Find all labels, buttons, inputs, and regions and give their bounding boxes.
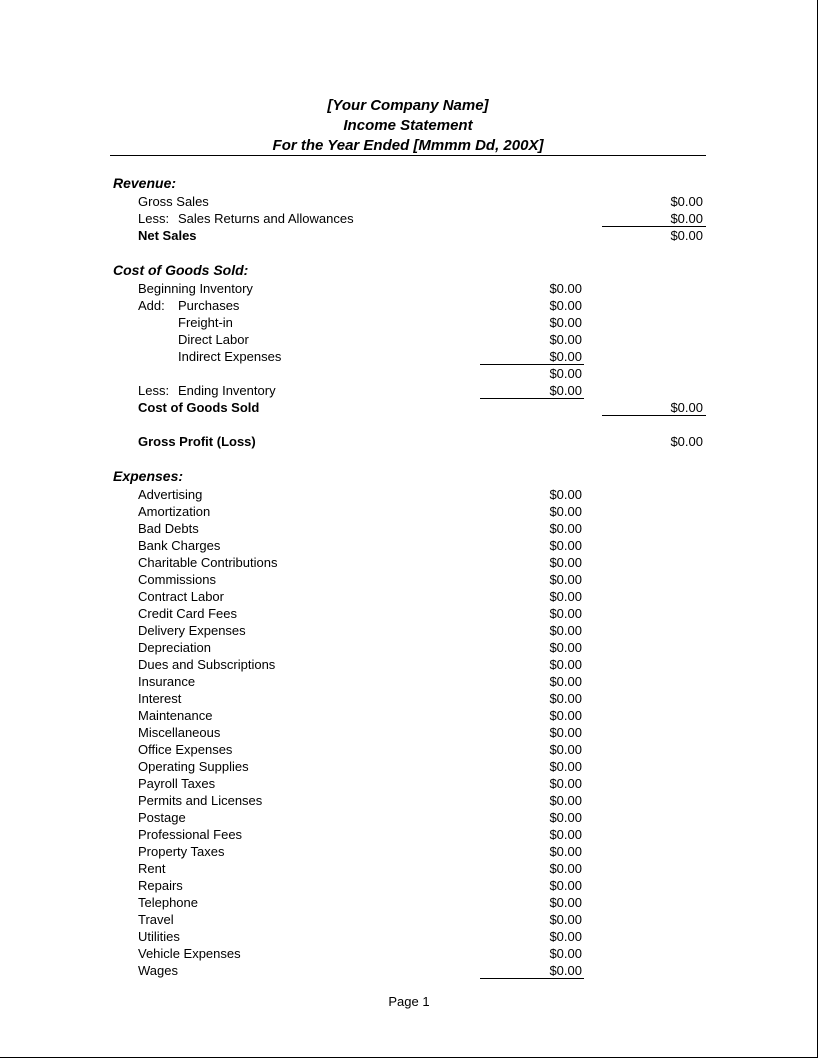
expense-row bbox=[0, 928, 818, 945]
statement-title: Income Statement bbox=[343, 117, 473, 134]
expense-label: Commissions bbox=[138, 572, 217, 587]
expense-label: Permits and Licenses bbox=[138, 793, 263, 808]
indirect-expenses-row bbox=[0, 348, 818, 365]
expense-row bbox=[0, 503, 818, 520]
expense-amount: $0.00 bbox=[549, 861, 582, 876]
expense-label: Repairs bbox=[138, 878, 183, 893]
expense-amount: $0.00 bbox=[549, 691, 582, 706]
expense-label: Advertising bbox=[138, 487, 203, 502]
sales-returns-row bbox=[0, 210, 818, 227]
beginning-inventory-row bbox=[0, 280, 818, 297]
ending-inventory-row bbox=[0, 382, 818, 399]
expense-amount: $0.00 bbox=[549, 487, 582, 502]
freight-in-row bbox=[0, 314, 818, 331]
row-label: Indirect Expenses bbox=[178, 349, 282, 364]
expense-amount: $0.00 bbox=[549, 776, 582, 791]
expense-row bbox=[0, 537, 818, 554]
expense-amount: $0.00 bbox=[549, 742, 582, 757]
row-amount: $0.00 bbox=[549, 383, 582, 398]
cogs-subtotal-row bbox=[0, 365, 818, 382]
expense-label: Miscellaneous bbox=[138, 725, 221, 740]
expense-label: Operating Supplies bbox=[138, 759, 249, 774]
expense-label: Postage bbox=[138, 810, 186, 825]
expense-amount: $0.00 bbox=[549, 827, 582, 842]
expense-row bbox=[0, 741, 818, 758]
expense-label: Amortization bbox=[138, 504, 211, 519]
expense-amount: $0.00 bbox=[549, 810, 582, 825]
expense-row bbox=[0, 860, 818, 877]
row-amount: $0.00 bbox=[549, 281, 582, 296]
expense-row bbox=[0, 622, 818, 639]
expense-amount: $0.00 bbox=[549, 674, 582, 689]
expense-row bbox=[0, 486, 818, 503]
header-rule bbox=[110, 155, 706, 156]
expense-label: Depreciation bbox=[138, 640, 211, 655]
expense-label: Travel bbox=[138, 912, 174, 927]
expense-label: Interest bbox=[138, 691, 182, 706]
expenses-section bbox=[0, 468, 818, 485]
gross-sales-row bbox=[0, 193, 818, 210]
row-amount: $0.00 bbox=[670, 211, 703, 226]
expense-amount: $0.00 bbox=[549, 572, 582, 587]
expense-row bbox=[0, 520, 818, 537]
row-amount: $0.00 bbox=[670, 400, 703, 415]
statement-period: For the Year Ended [Mmmm Dd, 200X] bbox=[272, 137, 544, 154]
row-label: Sales Returns and Allowances bbox=[178, 211, 354, 226]
row-amount: $0.00 bbox=[549, 298, 582, 313]
expense-amount: $0.00 bbox=[549, 963, 582, 978]
page-number: Page 1 bbox=[388, 994, 430, 1009]
expense-amount: $0.00 bbox=[549, 912, 582, 927]
cogs-total-row bbox=[0, 399, 818, 416]
expense-row bbox=[0, 588, 818, 605]
company-name: [Your Company Name] bbox=[327, 97, 489, 114]
row-label: Direct Labor bbox=[178, 332, 249, 347]
direct-labor-row bbox=[0, 331, 818, 348]
expense-label: Delivery Expenses bbox=[138, 623, 246, 638]
expense-amount: $0.00 bbox=[549, 725, 582, 740]
expense-label: Maintenance bbox=[138, 708, 213, 723]
expense-label: Insurance bbox=[138, 674, 196, 689]
expense-amount: $0.00 bbox=[549, 623, 582, 638]
expense-label: Credit Card Fees bbox=[138, 606, 237, 621]
expense-amount: $0.00 bbox=[549, 521, 582, 536]
expense-amount: $0.00 bbox=[549, 555, 582, 570]
section-heading: Revenue: bbox=[113, 175, 177, 191]
expense-row bbox=[0, 639, 818, 656]
expense-label: Charitable Contributions bbox=[138, 555, 278, 570]
expense-row bbox=[0, 605, 818, 622]
expense-row bbox=[0, 894, 818, 911]
purchases-row bbox=[0, 297, 818, 314]
section-heading: Expenses: bbox=[113, 468, 184, 484]
expense-row bbox=[0, 911, 818, 928]
expense-label: Professional Fees bbox=[138, 827, 243, 842]
expense-row bbox=[0, 945, 818, 962]
expense-row bbox=[0, 673, 818, 690]
expense-label: Contract Labor bbox=[138, 589, 224, 604]
revenue-section bbox=[0, 175, 818, 192]
row-prefix: Add: bbox=[138, 298, 165, 313]
expense-amount: $0.00 bbox=[549, 946, 582, 961]
expense-amount: $0.00 bbox=[549, 606, 582, 621]
expense-row bbox=[0, 826, 818, 843]
expense-label: Rent bbox=[138, 861, 166, 876]
underline bbox=[480, 978, 584, 979]
expense-label: Utilities bbox=[138, 929, 180, 944]
expense-amount: $0.00 bbox=[549, 878, 582, 893]
expense-amount: $0.00 bbox=[549, 895, 582, 910]
section-heading: Cost of Goods Sold: bbox=[113, 262, 249, 278]
expense-label: Property Taxes bbox=[138, 844, 225, 859]
row-amount: $0.00 bbox=[549, 349, 582, 364]
expense-label: Telephone bbox=[138, 895, 198, 910]
expense-label: Vehicle Expenses bbox=[138, 946, 241, 961]
underline bbox=[602, 415, 706, 416]
expense-row bbox=[0, 571, 818, 588]
expense-row bbox=[0, 690, 818, 707]
row-amount: $0.00 bbox=[549, 332, 582, 347]
expense-row bbox=[0, 758, 818, 775]
row-prefix: Less: bbox=[138, 211, 170, 226]
expense-amount: $0.00 bbox=[549, 708, 582, 723]
expense-amount: $0.00 bbox=[549, 504, 582, 519]
net-sales-row bbox=[0, 227, 818, 244]
expense-row bbox=[0, 962, 818, 979]
gross-profit-row bbox=[0, 433, 818, 450]
expense-label: Bad Debts bbox=[138, 521, 199, 536]
row-amount: $0.00 bbox=[670, 194, 703, 209]
expense-row bbox=[0, 792, 818, 809]
expense-row bbox=[0, 877, 818, 894]
row-label: Freight-in bbox=[178, 315, 233, 330]
row-label: Cost of Goods Sold bbox=[138, 400, 260, 415]
expense-label: Wages bbox=[138, 963, 178, 978]
expense-row bbox=[0, 775, 818, 792]
expense-row bbox=[0, 707, 818, 724]
row-label: Ending Inventory bbox=[178, 383, 276, 398]
expense-amount: $0.00 bbox=[549, 640, 582, 655]
expense-label: Payroll Taxes bbox=[138, 776, 216, 791]
expense-label: Office Expenses bbox=[138, 742, 233, 757]
row-amount: $0.00 bbox=[549, 315, 582, 330]
expense-row bbox=[0, 809, 818, 826]
expense-amount: $0.00 bbox=[549, 759, 582, 774]
row-amount: $0.00 bbox=[670, 434, 703, 449]
expense-label: Bank Charges bbox=[138, 538, 221, 553]
row-amount: $0.00 bbox=[549, 366, 582, 381]
row-prefix: Less: bbox=[138, 383, 170, 398]
row-label: Net Sales bbox=[138, 228, 197, 243]
expense-label: Dues and Subscriptions bbox=[138, 657, 276, 672]
expense-row bbox=[0, 656, 818, 673]
cogs-section bbox=[0, 262, 818, 279]
row-label: Gross Profit (Loss) bbox=[138, 434, 256, 449]
expense-amount: $0.00 bbox=[549, 793, 582, 808]
row-label: Purchases bbox=[178, 298, 240, 313]
expense-amount: $0.00 bbox=[549, 657, 582, 672]
row-amount: $0.00 bbox=[670, 228, 703, 243]
expense-amount: $0.00 bbox=[549, 589, 582, 604]
expense-row bbox=[0, 554, 818, 571]
expense-amount: $0.00 bbox=[549, 844, 582, 859]
expense-row bbox=[0, 724, 818, 741]
expense-amount: $0.00 bbox=[549, 929, 582, 944]
row-label: Gross Sales bbox=[138, 194, 209, 209]
expense-row bbox=[0, 843, 818, 860]
expense-amount: $0.00 bbox=[549, 538, 582, 553]
row-label: Beginning Inventory bbox=[138, 281, 253, 296]
